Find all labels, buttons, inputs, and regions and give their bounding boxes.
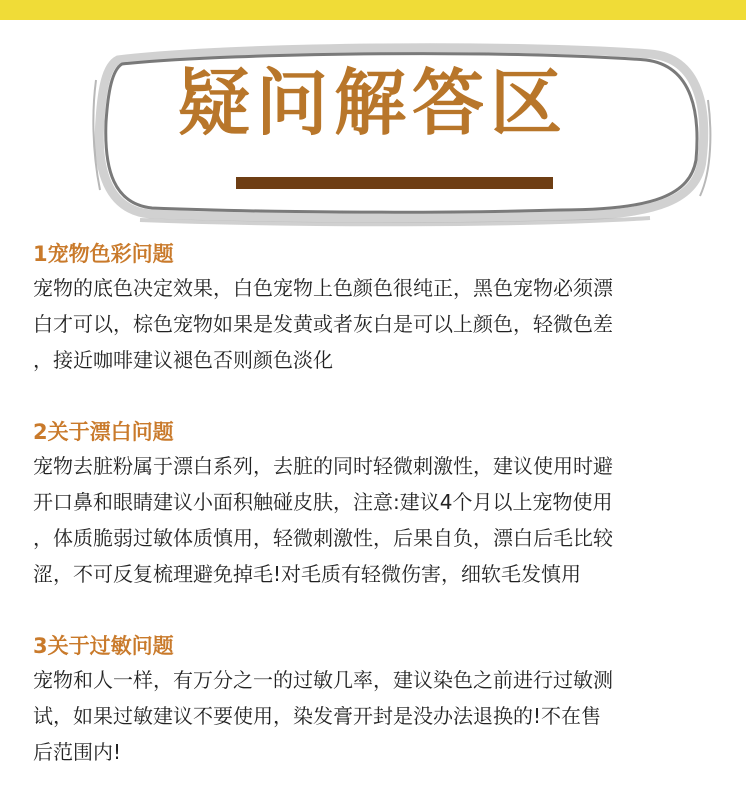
faq-content <box>33 238 723 808</box>
body-line: 白才可以，棕色宠物如果是发黄或者灰白是可以上颜色，轻微色差 <box>33 312 613 336</box>
body-line: 宠物的底色决定效果，白色宠物上色颜色很纯正，黑色宠物必须漂 <box>33 276 613 300</box>
section-heading: 3关于过敏问题 <box>33 634 174 658</box>
title-banner <box>0 20 746 240</box>
body-line: ，体质脆弱过敏体质慎用，轻微刺激性，后果自负，漂白后毛比较 <box>33 526 613 550</box>
top-accent-bar <box>0 0 746 20</box>
section-body <box>33 662 723 770</box>
body-line: 开口鼻和眼睛建议小面积触碰皮肤，注意:建议4个月以上宠物使用 <box>33 490 613 514</box>
section-heading: 1宠物色彩问题 <box>33 242 174 266</box>
body-line: 涩，不可反复梳理避免掉毛!对毛质有轻微伤害，细软毛发慎用 <box>33 562 582 586</box>
body-line: 试，如果过敏建议不要使用，染发膏开封是没办法退换的!不在售 <box>33 704 602 728</box>
section-body <box>33 448 723 592</box>
body-line: 宠物去脏粉属于漂白系列，去脏的同时轻微刺激性，建议使用时避 <box>33 454 613 478</box>
body-line: 宠物和人一样，有万分之一的过敏几率，建议染色之前进行过敏测 <box>33 668 613 692</box>
section-heading: 2关于漂白问题 <box>33 420 174 444</box>
faq-section-allergy <box>33 630 723 770</box>
body-line: ，接近咖啡建议褪色否则颜色淡化 <box>33 348 333 372</box>
faq-section-color <box>33 238 723 378</box>
body-line: 后范围内! <box>33 740 122 764</box>
page-title: 疑问解答区 <box>177 61 568 145</box>
faq-section-bleach <box>33 416 723 592</box>
section-body <box>33 270 723 378</box>
title-underline <box>236 177 553 189</box>
